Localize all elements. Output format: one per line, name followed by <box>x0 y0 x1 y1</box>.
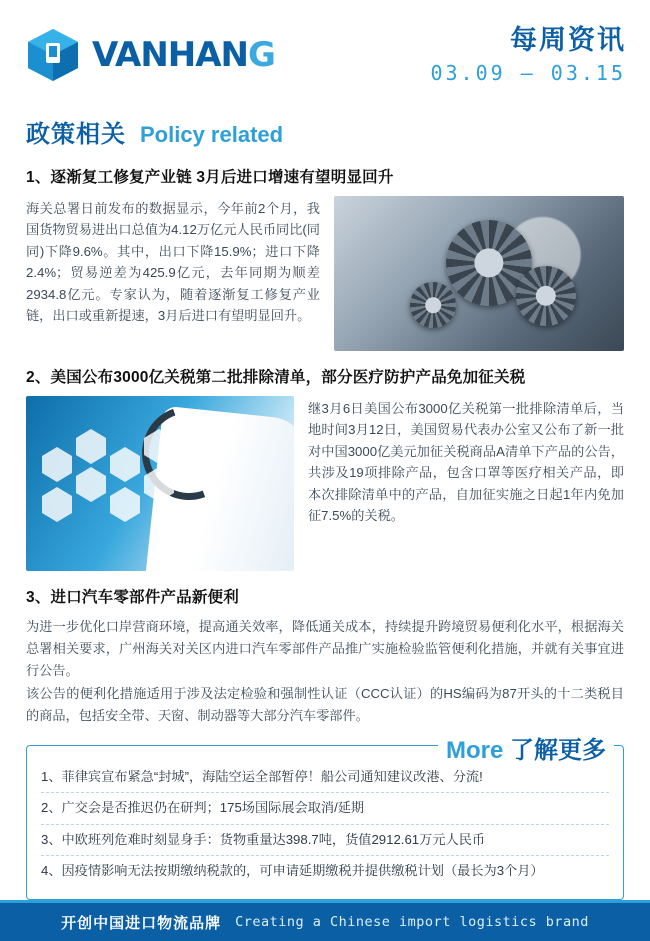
page-footer <box>0 903 650 941</box>
article-3-title: 3、进口汽车零部件产品新便利 <box>26 589 239 606</box>
list-item[interactable]: 4、因疫情影响无法按期缴纳税款的，可申请延期缴税并提供缴税计划（最长为3个月） <box>41 863 544 879</box>
issue-title: 每周资讯 <box>510 24 626 55</box>
more-heading-cn: 了解更多 <box>510 736 606 764</box>
section-title-cn: 政策相关 <box>26 121 126 148</box>
page-header <box>0 0 650 110</box>
cube-logo-icon <box>24 26 82 84</box>
article-1-body: 海关总署日前发布的数据显示，今年前2个月，我国货物贸易进出口总值为4.12万亿元人民币同比(同同)下降9.6%。其中，出口下降15.9%；进口下降2.4%；贸易逆差为425.9亿元，去年同期为顺差2934.8亿元。专家认为，随着逐渐复工修复产业链，出口或重新提速，3月后进口有望明显回升。 <box>26 201 320 323</box>
brand-name-last: G <box>248 35 275 75</box>
content-area <box>0 165 650 727</box>
article-1 <box>26 165 624 351</box>
list-item[interactable]: 1、菲律宾宣布紧急“封城”，海陆空运全部暂停！船公司通知建议改港、分流! <box>41 762 609 793</box>
header-right <box>430 25 626 85</box>
brand-name: VANHANG <box>92 35 275 75</box>
footer-text-en: Creating a Chinese import logistics brand <box>235 914 589 930</box>
more-section <box>26 736 624 900</box>
section-title <box>0 110 650 151</box>
more-list <box>26 745 624 900</box>
gears-photo <box>334 196 624 351</box>
brand <box>24 26 275 84</box>
article-2 <box>26 365 624 571</box>
more-heading-en: More <box>445 736 504 764</box>
list-item[interactable]: 3、中欧班列危难时刻显身手：货物重量达398.7吨，货值2912.61万元人民币 <box>41 825 609 856</box>
section-title-en: Policy related <box>140 122 284 147</box>
article-3-body-p2: 该公告的便利化措施适用于涉及法定检验和强制性认证（CCC认证）的HS编码为87开头的十二类税目的商品，包括安全带、天窗、制动器等大部分汽车零部件。 <box>26 685 624 723</box>
more-heading <box>438 730 614 765</box>
article-3-body-p1: 为进一步优化口岸营商环境，提高通关效率，降低通关成本，持续提升跨境贸易便利化水平，根据海关总署相关要求，广州海关对关区内进口汽车零部件产品推广实施检验监管便利化措施，并就有关事宜进行公告。 <box>26 619 624 679</box>
medical-photo <box>26 396 294 571</box>
article-2-body: 继3月6日美国公布3000亿关税第一批排除清单后，当地时间3月12日，美国贸易代表办公室又公布了新一批对中国3000亿美元加征关税商品A清单下产品的公告，共涉及19项排除产品，包含口罩等医疗相关产品，即本次排除清单中的产品，自加征实施之日起1年内免加征7.5%的关税。 <box>308 401 624 523</box>
article-2-title: 2、美国公布3000亿关税第二批排除清单，部分医疗防护产品免加征关税 <box>26 369 526 386</box>
list-item[interactable]: 2、广交会是否推迟仍在研判；175场国际展会取消/延期 <box>41 793 609 824</box>
article-3 <box>26 585 624 727</box>
article-1-title: 1、逐渐复工修复产业链 3月后进口增速有望明显回升 <box>26 169 394 186</box>
footer-text-cn: 开创中国进口物流品牌 <box>61 914 222 932</box>
issue-date-range: 03.09 — 03.15 <box>430 61 626 86</box>
